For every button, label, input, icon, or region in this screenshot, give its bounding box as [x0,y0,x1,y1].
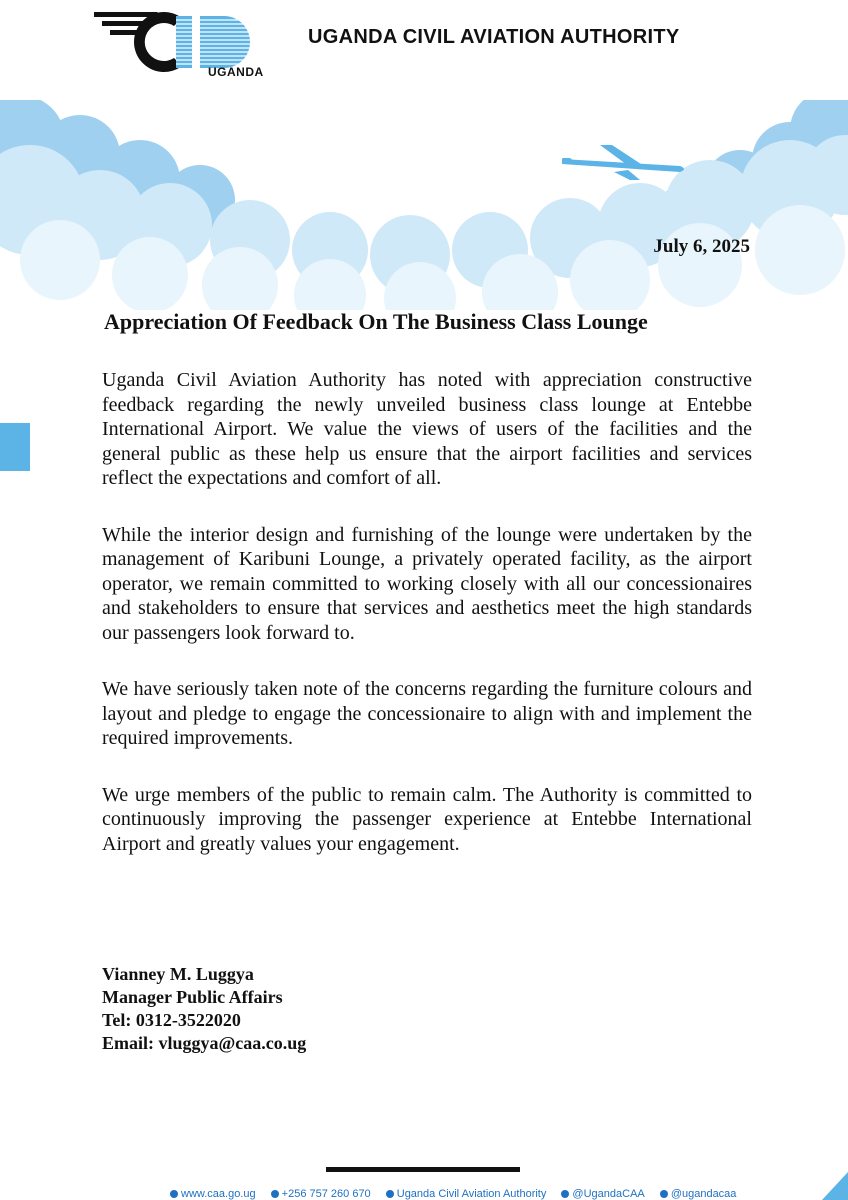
signatory-role: Manager Public Affairs [102,987,283,1007]
footer-phone: +256 757 260 670 [281,1189,371,1200]
footer-twitter: @UgandaCAA [572,1189,645,1200]
facebook-icon [386,1190,394,1198]
footer-divider [326,1167,520,1172]
footer-twitter-item[interactable] [561,1189,650,1200]
cloud-banner [0,100,848,310]
body-paragraph: While the interior design and furnishing of the lounge were undertaken by the management of Karibuni Lounge, a privately operated facility, as the airport operator, we remain committed to working closely with all our concessionaires and stakeholders to ensure that services and aesthetics meet the high standards our passengers look forward to. [102,523,752,644]
signature-block [102,963,306,1055]
footer-website-item[interactable] [170,1189,262,1200]
footer-instagram-item[interactable] [660,1189,743,1200]
signatory-phone: Tel: 0312-3522020 [102,1010,241,1030]
instagram-icon [660,1190,668,1198]
body-paragraph: We have seriously taken note of the concerns regarding the furniture colours and layout and pledge to engage the concessionaire to align with and implement the required improvements. [102,678,752,749]
footer-facebook-item[interactable] [386,1189,553,1200]
twitter-icon [561,1190,569,1198]
corner-accent [822,1172,848,1200]
body-paragraph: Uganda Civil Aviation Authority has noted with appreciation constructive feedback regarding the newly unveiled business class lounge at Entebbe International Airport. We value the views of users of the facilities and the general public as these help us ensure that the airport facilities and services reflect the expectations and comfort of all. [102,369,752,489]
signatory-email: Email: vluggya@caa.co.ug [102,1033,307,1053]
footer-instagram: @ugandacaa [670,1189,737,1200]
letter-date: July 6, 2025 [653,236,750,257]
footer-website: www.caa.go.ug [181,1189,256,1200]
footer-phone-item[interactable] [271,1189,377,1200]
footer-facebook: Uganda Civil Aviation Authority [396,1189,547,1200]
body-paragraph: We urge members of the public to remain calm. The Authority is committed to continuously improving the passenger experience at Entebbe International Airport and greatly values your engagement. [102,783,752,855]
footer-contacts [170,1189,748,1200]
letter-body [102,368,752,888]
letter-title: Appreciation Of Feedback On The Business Class Lounge [104,309,648,334]
side-accent-tab [0,423,30,471]
logo-subtitle: UGANDA [208,65,264,79]
airplane-icon [562,145,684,180]
signatory-name: Vianney M. Luggya [102,964,254,984]
phone-icon [271,1190,279,1198]
letterhead [0,0,848,90]
organization-name: UGANDA CIVIL AVIATION AUTHORITY [308,26,680,48]
globe-icon [170,1190,178,1198]
